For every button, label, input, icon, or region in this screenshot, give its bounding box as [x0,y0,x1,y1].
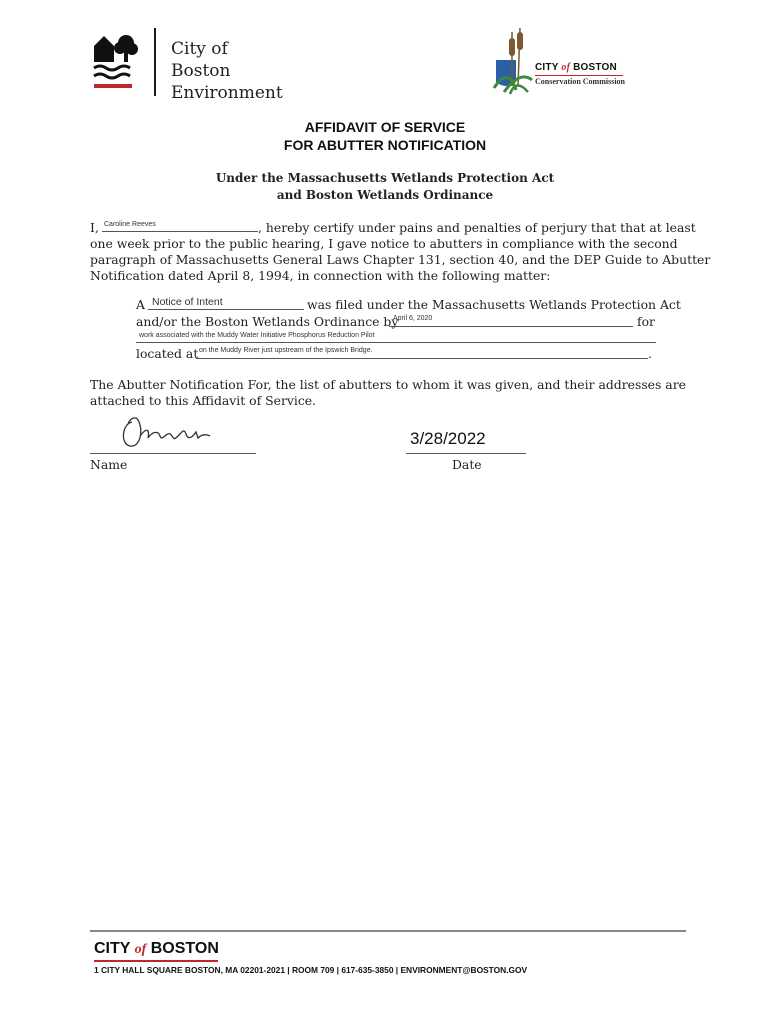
right-logo-city-of-boston: CITY of BOSTON [535,62,617,73]
name-signature-line [90,443,256,454]
located-label: located at [136,346,199,361]
work-description-field[interactable]: work associated with the Muddy Water Initiative Phosphorus Reduction Pilot [139,332,375,339]
document-title-line2: FOR ABUTTER NOTIFICATION [283,137,487,153]
abutter-line1: The Abutter Notification For, the list of abutters to whom it was given, and their addresses are [90,377,686,392]
conservation-commission-logo [490,26,640,98]
certify-line3: paragraph of Massachusetts General Laws Chapter 131, section 40, and the DEP Guide to Abutter [90,252,711,267]
matter-prefix: A [136,297,145,312]
name-label: Name [90,457,128,472]
date-label: Date [452,457,482,472]
matter-line2-end: for [637,314,655,329]
footer-red-underline [94,960,218,962]
date-signature-line [406,443,526,454]
house-tree-waves-icon [92,32,144,90]
logo-text-line2: Environment [171,83,283,103]
abutter-line2: attached to this Affidavit of Service. [90,393,317,408]
logo-divider [154,28,156,96]
right-logo-rule [535,75,623,76]
certify-line1: , hereby certify under pains and penalties of perjury that that at least [258,220,696,235]
document-subtitle-line1: Under the Massachusetts Wetlands Protection Act [215,171,555,185]
document-subtitle-line2: and Boston Wetlands Ordinance [276,188,494,202]
footer-city-of-boston: CITY of BOSTON [94,940,219,957]
filing-type-field[interactable]: Notice of Intent [152,296,223,308]
date-field[interactable]: 3/28/2022 [410,429,486,448]
right-logo-commission: Conservation Commission [535,77,626,86]
footer-rule [90,930,686,932]
city-of-boston-environment-logo [92,28,292,103]
matter-line2: and/or the Boston Wetlands Ordinance by [136,314,399,329]
filed-by-field[interactable]: April 6, 2020 [393,315,433,322]
matter-line1: was filed under the Massachusetts Wetlands Protection Act [307,297,681,312]
certify-line4: Notification dated April 8, 1994, in connection with the following matter: [90,268,551,283]
logo-text [171,38,292,104]
cattail-icon [490,26,536,98]
footer-address: 1 CITY HALL SQUARE BOSTON, MA 02201-2021 | ROOM 709 | 617-635-3850 | ENVIRONMENT@BOSTON.GOV [94,965,528,975]
document-title-line1: AFFIDAVIT OF SERVICE [304,119,466,135]
logo-text-line1: City of Boston [171,39,231,81]
certify-prefix: I, [90,220,99,235]
location-period: . [648,346,652,361]
location-field[interactable]: on the Muddy River just upstream of the Ipswich Bridge. [199,347,373,354]
name-field[interactable]: Caroline Reeves [104,221,156,228]
certify-line2: one week prior to the public hearing, I gave notice to abutters in compliance with the second [90,236,678,251]
